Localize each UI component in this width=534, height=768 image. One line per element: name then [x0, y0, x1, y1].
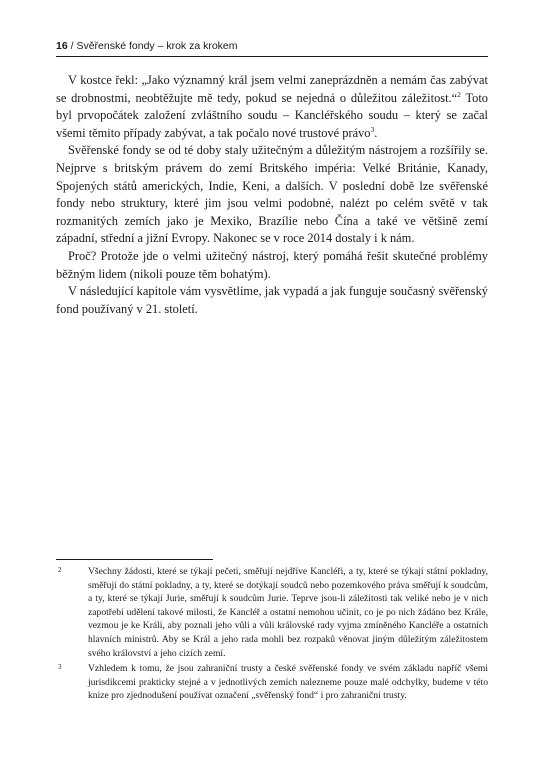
footnote-rule [56, 559, 213, 560]
footnotes [56, 565, 488, 705]
footnote-3-text: Vzhledem k tomu, že jsou zahraniční trusty a české svěřenské fondy ve svém základu napříč všemi jurisdikcemi prakticky stejné a v jednotlivých zemích nalezneme pouze malé odchylky, budeme v této knize pro zjednodušení používat označení „svěřenský fond“ i pro zahraniční trusty. [88, 663, 488, 702]
footnote-3 [56, 662, 488, 703]
paragraph-1-end: . [374, 125, 378, 140]
footnote-2-mark: 2 [58, 566, 62, 574]
paragraph-1-quote: V kostce řekl: „Jako významný král jsem velmi zaneprázdněn a nemám čas zabývat se drobnostmi, neobtěžujte mě tedy, pokud se nejedná o důležitou záležitost.“ [56, 73, 488, 105]
paragraph-3: Proč? Protože jde o velmi užitečný nástroj, který pomáhá řešit skutečné problémy běžným lidem (nikoli pouze těm bohatým). [56, 248, 488, 281]
book-title: Svěřenské fondy – krok za krokem [76, 40, 238, 52]
header-separator: / [70, 40, 74, 52]
running-header [56, 40, 486, 53]
paragraph-4: V následující kapitole vám vysvětlíme, jak vypadá a jak funguje současný svěřenský fond používaný v 21. století. [56, 284, 488, 316]
paragraph-1 [56, 72, 488, 142]
paragraph-2: Svěřenské fondy se od té doby staly užitečným a důležitým nástrojem a rozšířily se. Nejprve s britským právem do zemí Britského impéria: Velké Británie, Kanady, Spojených států amerických, Indie, Keni, a dalších. V poslední době lze svěřenské fondy nebo struktury, které jim jsou velmi podobné, nalézt po celém světě v tak rozmanitých zemích jako je Mexiko, Brazílie nebo Čína a také ve většině zemí západní, střední a jižní Evropy. Nakonec se v roce 2014 dostaly i k nám. [56, 143, 488, 246]
footnote-2 [56, 565, 488, 660]
footnote-ref-2[interactable]: 2 [457, 89, 461, 99]
footnote-ref-3[interactable]: 3 [370, 124, 375, 134]
footnote-2-text: Všechny žádosti, které se týkají pečeti, směřují nejdříve Kancléři, a ty, které se týkají státní pokladny, směřují do státní pokladny, a ty, které se dotýkají soudců nebo pozemkového práva směřují k soudcům, a ty, které se týkají Jurie, směřují k soudcům Jurie. Teprve jsou-li záležitosti tak veliké nebo je v nich zapotřebí udělení takové milosti, že Kancléř a ostatní nemohou učinit, co je po nich žádáno bez Krále, vezmou je ke Králi, aby poznali jeho vůli a vůli královské rady vyjma zmíněného Kancléře a ostatních hlavních ministrů. Aby se Král a jeho rada mohli bez rozpaků věnovat jiným důležitým záležitostem svého království a jeho cizích zemí. [88, 566, 488, 659]
body-text [56, 72, 488, 318]
page-number: 16 [56, 40, 68, 52]
footnote-3-mark: 3 [58, 663, 62, 672]
header-rule [56, 56, 488, 57]
paragraph-1-continuation: Toto byl prvopočátek založení zvláštního soudu – Kancléřského soudu – který se začal všemi těmito případy zabývat, a tak počalo nové trustové právo [56, 90, 488, 140]
